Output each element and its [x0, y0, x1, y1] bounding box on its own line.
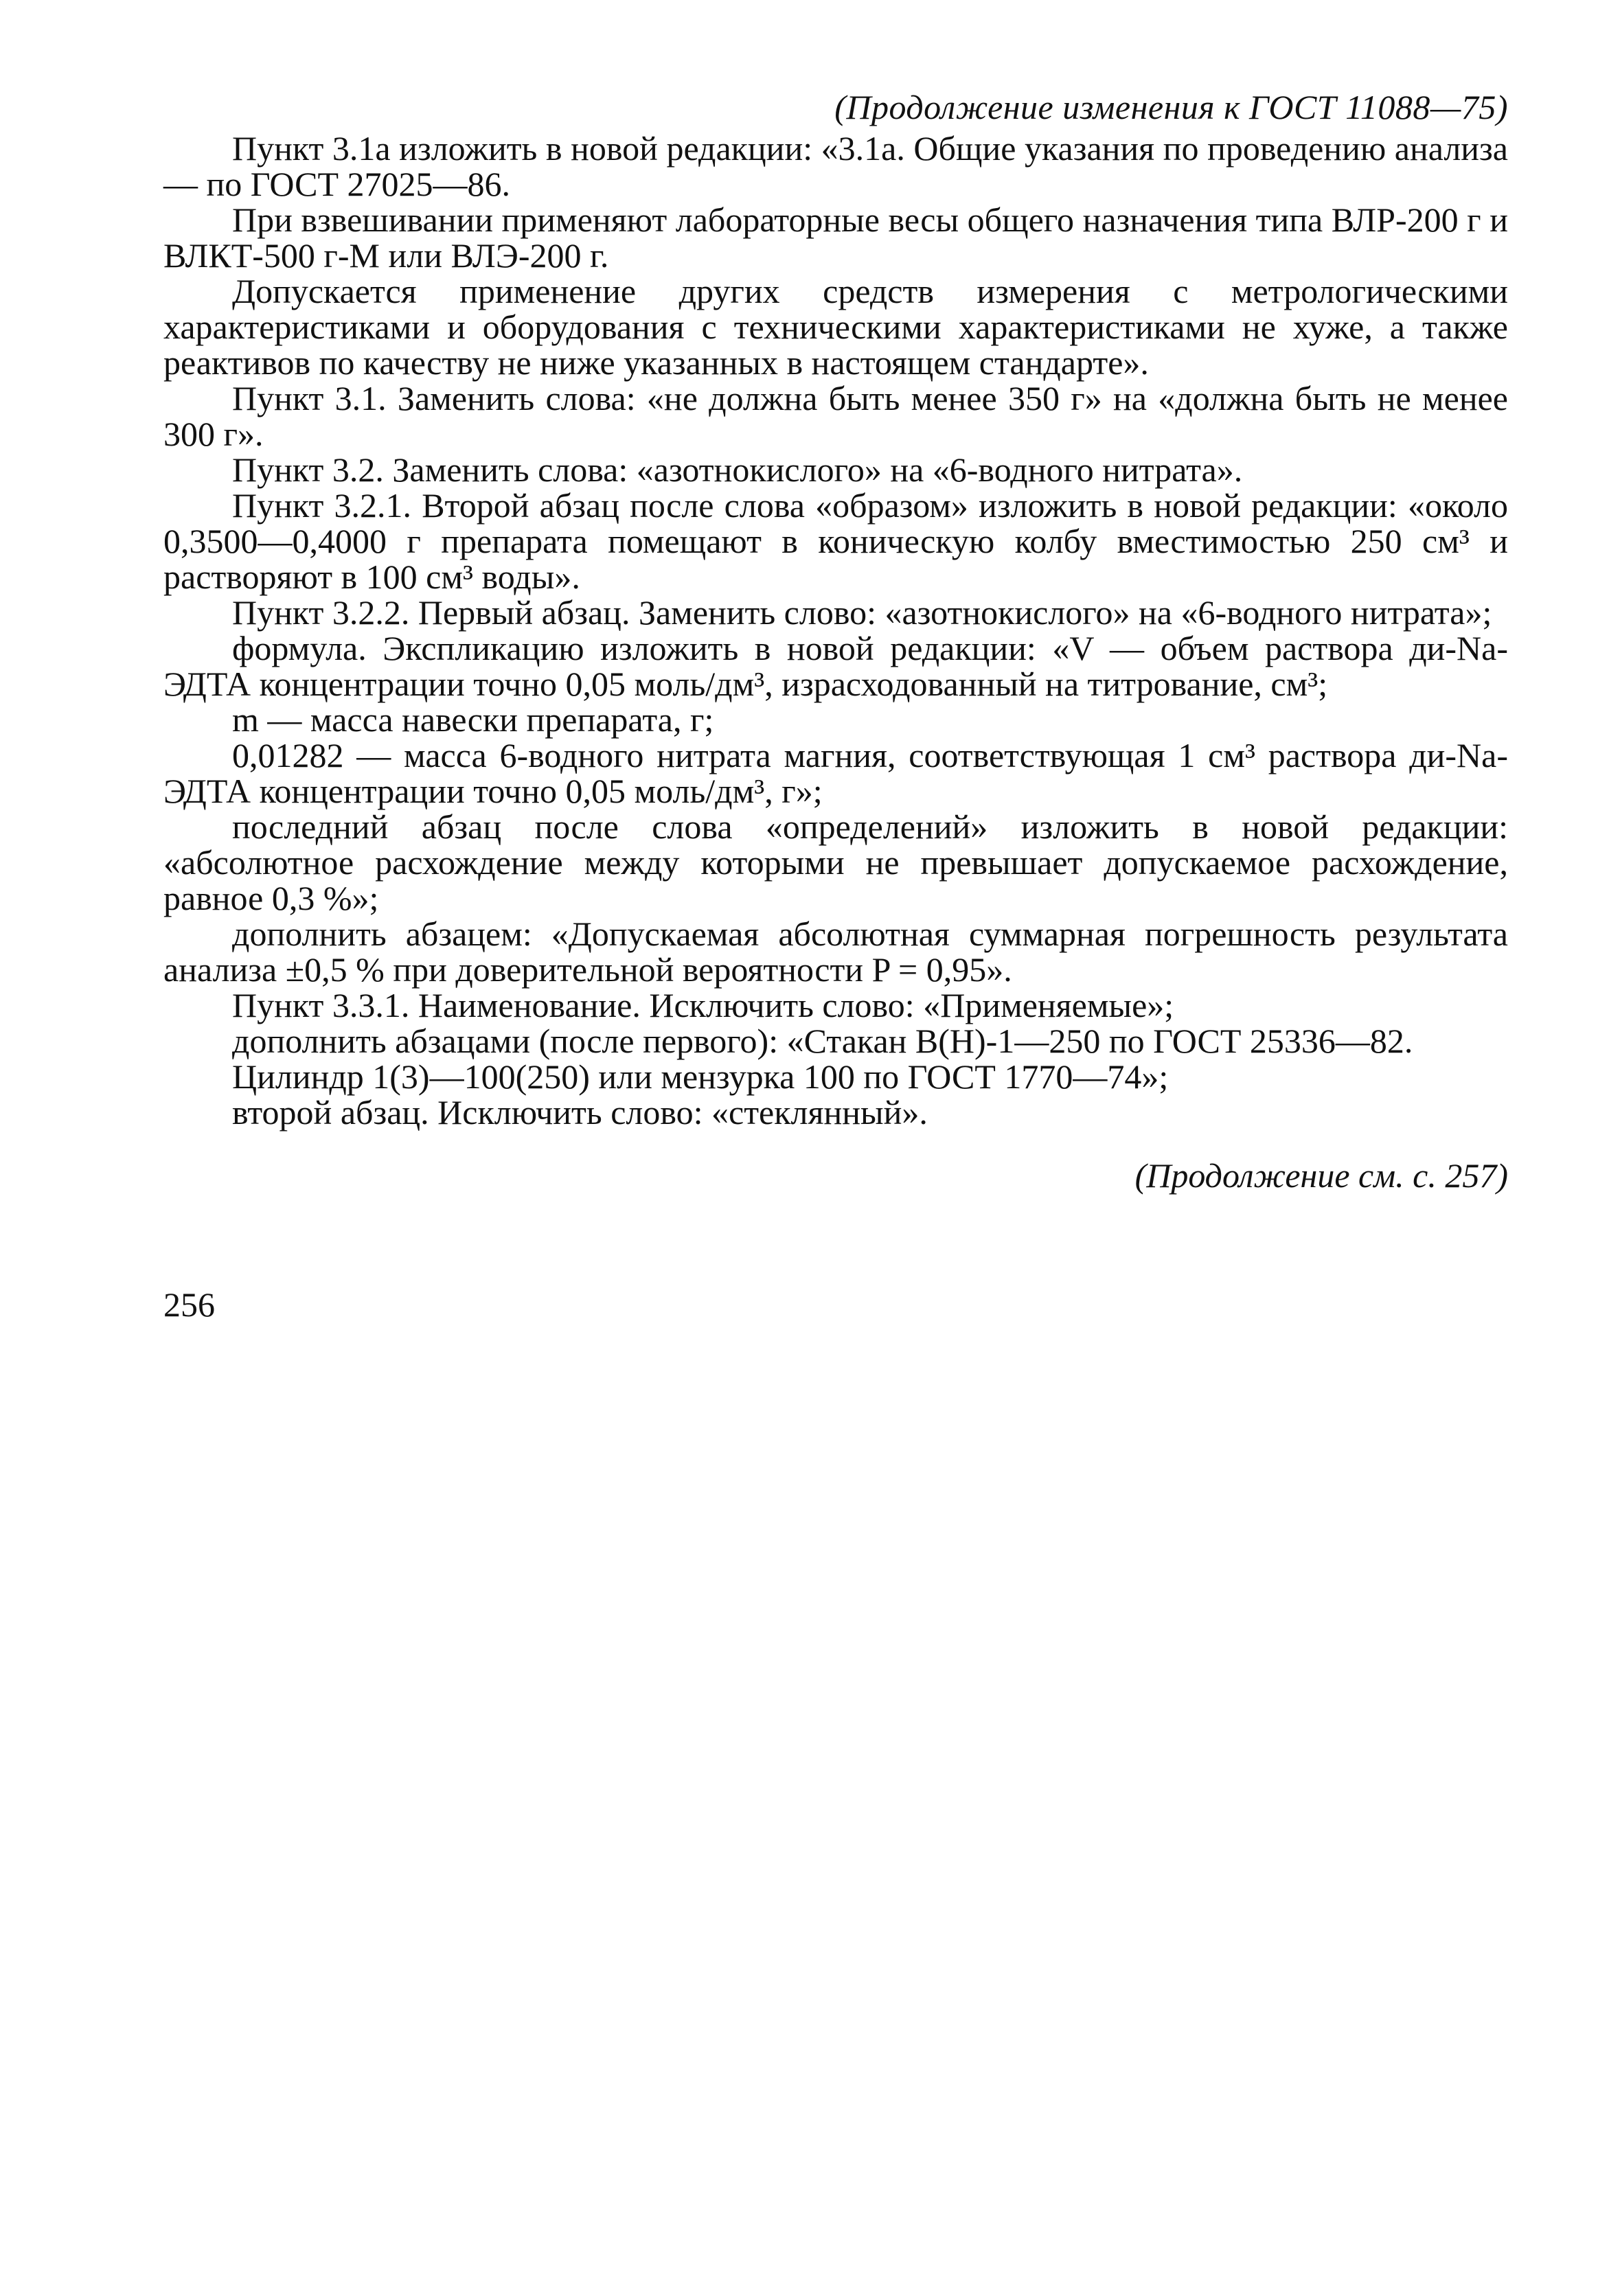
paragraph-15: Цилиндр 1(3)—100(250) или мензурка 100 по ГОСТ 1770—74»; — [232, 1057, 1169, 1096]
paragraph-16: второй абзац. Исключить слово: «стеклянный». — [232, 1093, 928, 1132]
paragraph-3: Допускается применение других средств измерения с метрологическими характеристиками и оборудования с техническими характеристиками не хуже, а также реактивов по качеству не ниже указанных в настоящем стандарте». — [163, 272, 1508, 382]
paragraph-4: Пункт 3.1. Заменить слова: «не должна быть менее 350 г» на «должна быть не менее 300 г». — [163, 379, 1508, 453]
running-header: (Продолжение изменения к ГОСТ 11088—75) — [834, 88, 1508, 126]
paragraph-11: последний абзац после слова «определений» изложить в новой редакции: «абсолютное расхождение между которыми не превышает допускаемое расхождение, равное 0,3 %»; — [163, 807, 1508, 917]
document-body — [163, 89, 1508, 1228]
paragraph-10: 0,01282 — масса 6-водного нитрата магния, соответствующая 1 см³ раствора ди-Na-ЭДТА концентрации точно 0,05 моль/дм³, г»; — [163, 736, 1508, 810]
paragraph-2: При взвешивании применяют лабораторные весы общего назначения типа ВЛР-200 г и ВЛКТ-500 г-М или ВЛЭ-200 г. — [163, 200, 1508, 275]
paragraph-1: Пункт 3.1а изложить в новой редакции: «3.1а. Общие указания по проведению анализа — по ГОСТ 27025—86. — [163, 129, 1508, 203]
paragraph-14: дополнить абзацами (после первого): «Стакан В(Н)-1—250 по ГОСТ 25336—82. — [232, 1022, 1413, 1060]
continuation-note: (Продолжение см. с. 257) — [1134, 1156, 1508, 1195]
page-number: 256 — [163, 1285, 215, 1324]
paragraph-7: Пункт 3.2.2. Первый абзац. Заменить слово: «азотнокислого» на «6-водного нитрата»; — [232, 593, 1492, 632]
paragraph-9: m — масса навески препарата, г; — [232, 700, 714, 739]
paragraph-8: формула. Экспликацию изложить в новой редакции: «V — объем раствора ди-Na-ЭДТА концентрации точно 0,05 моль/дм³, израсходованный на титрование, см³; — [163, 629, 1508, 703]
paragraph-12: дополнить абзацем: «Допускаемая абсолютная суммарная погрешность результата анализа ±0,5 % при доверительной вероятности P = 0,95». — [163, 915, 1508, 989]
paragraph-6: Пункт 3.2.1. Второй абзац после слова «образом» изложить в новой редакции: «около 0,3500—0,4000 г препарата помещают в коническую колбу вместимостью 250 см³ и растворяют в 100 см³ воды». — [163, 486, 1508, 596]
paragraph-13: Пункт 3.3.1. Наименование. Исключить слово: «Применяемые»; — [232, 986, 1174, 1024]
paragraph-5: Пункт 3.2. Заменить слова: «азотнокислого» на «6-водного нитрата». — [232, 450, 1243, 489]
